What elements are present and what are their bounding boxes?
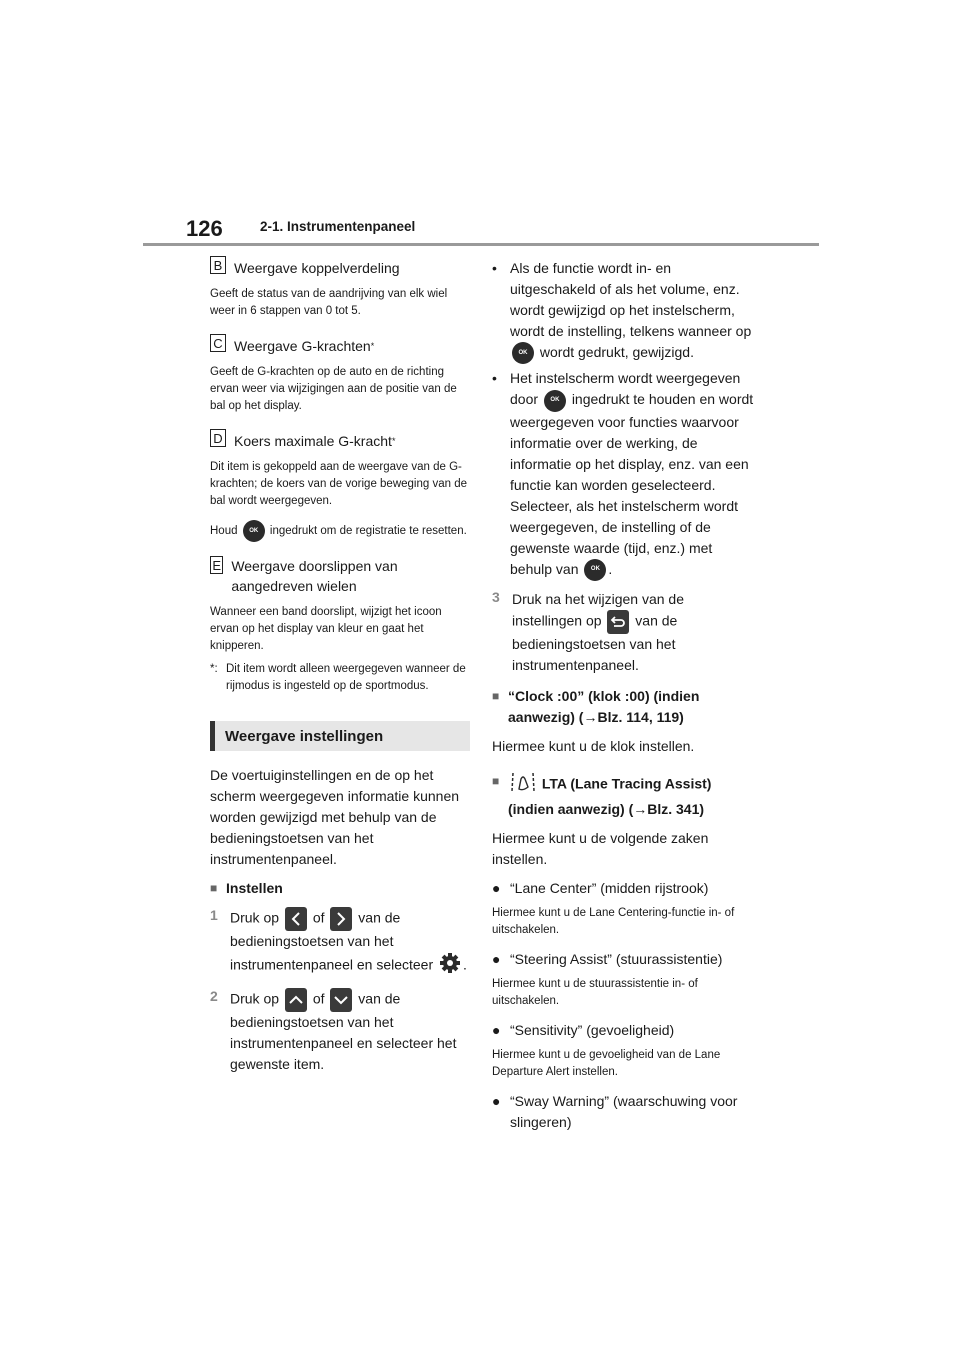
item-title: Weergave koppelverdeling (234, 260, 400, 276)
option-item: ● “Lane Center” (midden rijstrook) (492, 879, 709, 896)
item-desc: Dit item is gekoppeld aan de weergave van de G-krachten; de koers van de vorige beweging van de bal wordt weergegeven. (210, 461, 467, 507)
gear-icon (439, 952, 461, 980)
item-title: Weergave doorslippen van aangedreven wielen (231, 558, 398, 594)
chevron-up-icon (285, 988, 307, 1012)
step-2: 2 Druk op of van de bedieningstoetsen van het instrumentenpaneel en selecteer het gewenste item. (210, 988, 457, 1072)
ok-button-icon: OK (512, 342, 534, 364)
header-rule (143, 243, 819, 246)
lta-icon (510, 771, 536, 799)
ok-button-icon: OK (584, 559, 606, 581)
item-d (210, 431, 470, 542)
ok-button-icon: OK (544, 390, 566, 412)
section-title: 2-1. Instrumentenpaneel (260, 219, 416, 234)
left-column (210, 258, 470, 1075)
item-b (210, 258, 470, 320)
square-bullet-icon: ■ (492, 773, 500, 788)
subheading-lta: ■ LTA (Lane Tracing Assist) (indien aanwezig) (→Blz. 341) (492, 771, 754, 820)
option-item: ● “Sensitivity” (gevoeligheid) (492, 1021, 675, 1038)
step-3: 3 Druk na het wijzigen van de instellingen op van de bedieningstoetsen van het instrumentenpaneel. (492, 588, 684, 673)
chevron-left-icon (285, 907, 307, 931)
section-heading: Weergave instellingen (210, 721, 470, 751)
item-e (210, 556, 470, 655)
item-desc: Wanneer een band doorslipt, wijzigt het icoon ervan op het display van kleur en gaat het knipperen. (210, 606, 442, 652)
footnote-star: * (391, 436, 396, 446)
bullet-item: • Het instelscherm wordt weergegeven door OK ingedrukt te houden en wordt weergegeven voor functies waarvoor informatie over de werking, de informatie op het display, enz. van een functie kan worden geselecteerd. Selecteer, als het instelscherm wordt weergegeven, de instelling of de gewenste waarde (tijd, enz.) met behulp van OK . (492, 368, 754, 581)
item-title: Weergave G-krachten (234, 338, 371, 354)
option-desc: Hiermee kunt u de stuurassistentie in- of uitschakelen. (492, 977, 698, 1007)
square-bullet-icon: ■ (210, 881, 218, 895)
hold-instruction: Houd OK ingedrukt om de registratie te resetten. (210, 520, 470, 542)
subheading-instellen: ■ Instellen (210, 878, 470, 899)
option-item: ● “Sway Warning” (waarschuwing voor slingeren) (492, 1092, 738, 1130)
item-desc: Geeft de G-krachten op de auto en de richting ervan weer via wijzigingen aan de positie van de bal op het display. (210, 366, 457, 412)
item-title: Koers maximale G-kracht (234, 433, 392, 449)
option-desc: Hiermee kunt u de gevoeligheid van de Lane Departure Alert instellen. (492, 1048, 721, 1078)
footnote: *: Dit item wordt alleen weergegeven wanneer de rijmodus is ingesteld op de sportmodus. (210, 663, 466, 692)
ok-button-icon: OK (243, 520, 265, 542)
back-icon (607, 610, 629, 634)
letter-box: C (210, 334, 226, 352)
letter-box: B (210, 256, 226, 274)
item-c (210, 336, 470, 415)
letter-box: E (210, 556, 223, 574)
lta-desc: Hiermee kunt u de volgende zaken instellen. (492, 829, 709, 867)
item-desc: Geeft de status van de aandrijving van elk wiel weer in 6 stappen van 0 tot 5. (210, 288, 448, 317)
clock-desc: Hiermee kunt u de klok instellen. (492, 737, 695, 754)
option-desc: Hiermee kunt u de Lane Centering-functie in- of uitschakelen. (492, 906, 735, 936)
option-item: ● “Steering Assist” (stuurassistentie) (492, 950, 723, 967)
subheading-clock: ■ “Clock :00” (klok :00) (indien aanwezig) (→Blz. 114, 119) (492, 686, 754, 728)
square-bullet-icon: ■ (492, 688, 500, 703)
chevron-right-icon (330, 907, 352, 931)
bullet-item: • Als de functie wordt in- en uitgeschakeld of als het volume, enz. wordt gewijzigd op het instelscherm, wordt de instelling, telkens wanneer op OK wordt gedrukt, gewijzigd. (492, 258, 754, 364)
page-number: 126 (186, 216, 223, 241)
right-column (492, 258, 754, 1133)
intro-text: De voertuiginstellingen en de op het scherm weergegeven informatie kunnen worden gewijzigd met behulp van de bedieningstoetsen van het instrumentenpaneel. (210, 767, 460, 867)
chevron-down-icon (330, 988, 352, 1012)
step-1: 1 Druk op of van de bedieningstoetsen van het instrumentenpaneel en selecteer . (210, 907, 470, 980)
letter-box: D (210, 429, 226, 447)
footnote-star: * (370, 341, 375, 351)
